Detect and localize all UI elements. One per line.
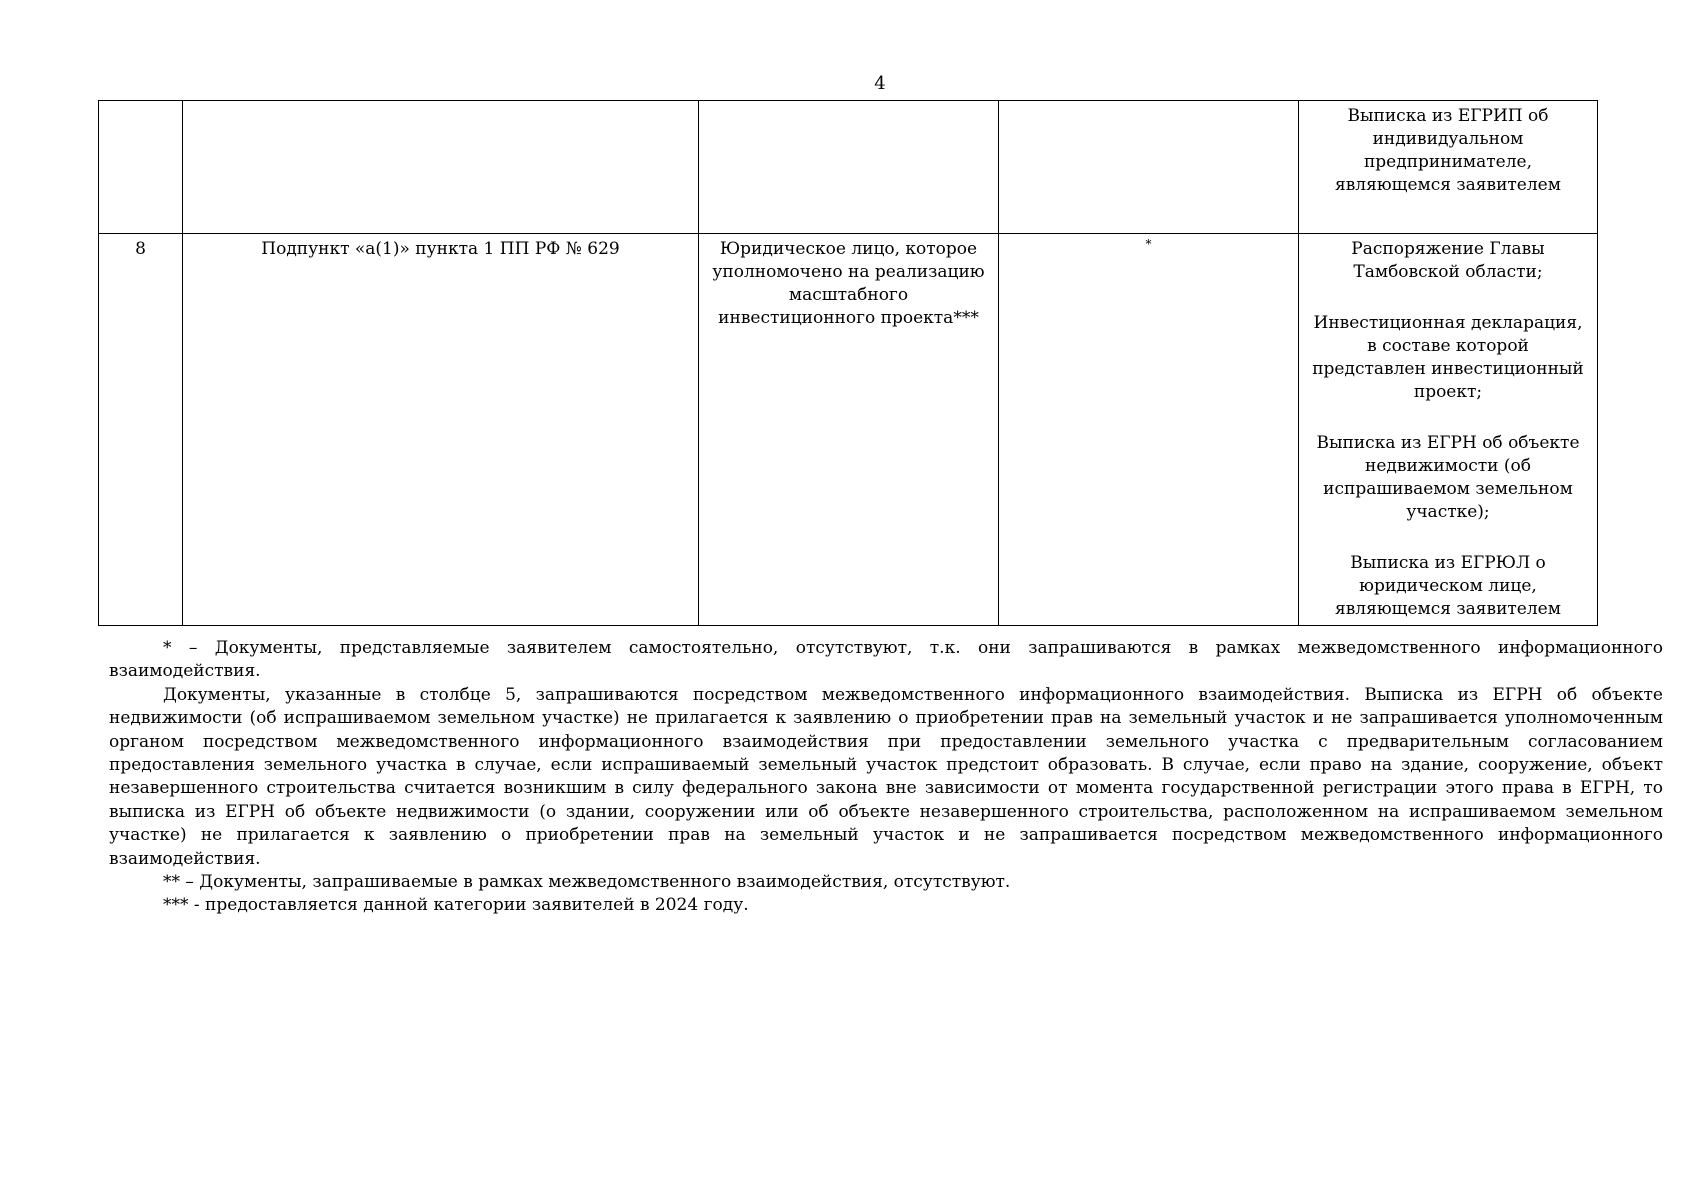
cell-requested-documents: Выписка из ЕГРИП об индивидуальном предпринимателе, являющемся заявителем (1299, 101, 1598, 234)
cell-applicant: Юридическое лицо, которое уполномочено на реализацию масштабного инвестиционного проекта*** (699, 234, 999, 626)
cell-number (99, 101, 183, 234)
document-item: Выписка из ЕГРН об объекте недвижимости (об испрашиваемом земельном участке); (1316, 433, 1580, 522)
documents-table (98, 100, 1598, 626)
footnote-1: * – Документы, представляемые заявителем самостоятельно, отсутствуют, т.к. они запрашиваются в рамках межведомственного информационного взаимодействия. (109, 638, 1663, 682)
footnote-3: ** – Документы, запрашиваемые в рамках межведомственного взаимодействия, отсутствуют. (163, 872, 1011, 893)
document-item: Распоряжение Главы Тамбовской области; (1351, 239, 1545, 282)
table-row-8 (99, 234, 1598, 626)
cell-own-documents (999, 234, 1299, 626)
footnotes (109, 637, 1663, 918)
cell-own-documents (999, 101, 1299, 234)
page-number: 4 (874, 73, 886, 94)
footnote-4: *** - предоставляется данной категории заявителей в 2024 году. (163, 895, 749, 916)
cell-basis: Подпункт «а(1)» пункта 1 ПП РФ № 629 (183, 234, 699, 626)
cell-applicant (699, 101, 999, 234)
document-item: Выписка из ЕГРЮЛ о юридическом лице, являющемся заявителем (1335, 553, 1561, 619)
table-row-continuation (99, 101, 1598, 234)
asterisk-mark: * (1145, 237, 1152, 251)
document-item: Инвестиционная декларация, в составе которой представлен инвестиционный проект; (1312, 313, 1584, 402)
cell-number: 8 (99, 234, 183, 626)
cell-basis (183, 101, 699, 234)
footnote-2: Документы, указанные в столбце 5, запрашиваются посредством межведомственного информационного взаимодействия. Выписка из ЕГРН об объекте недвижимости (об испрашиваемом земельном участке) не прилагается к заявлению о приобретении прав на земельный участок и не запрашивается уполномоченным органом посредством межведомственного информационного взаимодействия при предоставлении земельного участка с предварительным согласованием предоставления земельного участка в случае, если испрашиваемый земельный участок предстоит образовать. В случае, если право на здание, сооружение, объект незавершенного строительства считается возникшим в силу федерального закона вне зависимости от момента государственной регистрации этого права в ЕГРН, то выписка из ЕГРН об объекте недвижимости (о здании, сооружении или об объекте незавершенного строительства, расположенном на испрашиваемом земельном участке) не прилагается к заявлению о приобретении прав на земельный участок и не запрашивается посредством межведомственного информационного взаимодействия. (109, 684, 1663, 869)
cell-requested-documents (1299, 234, 1598, 626)
